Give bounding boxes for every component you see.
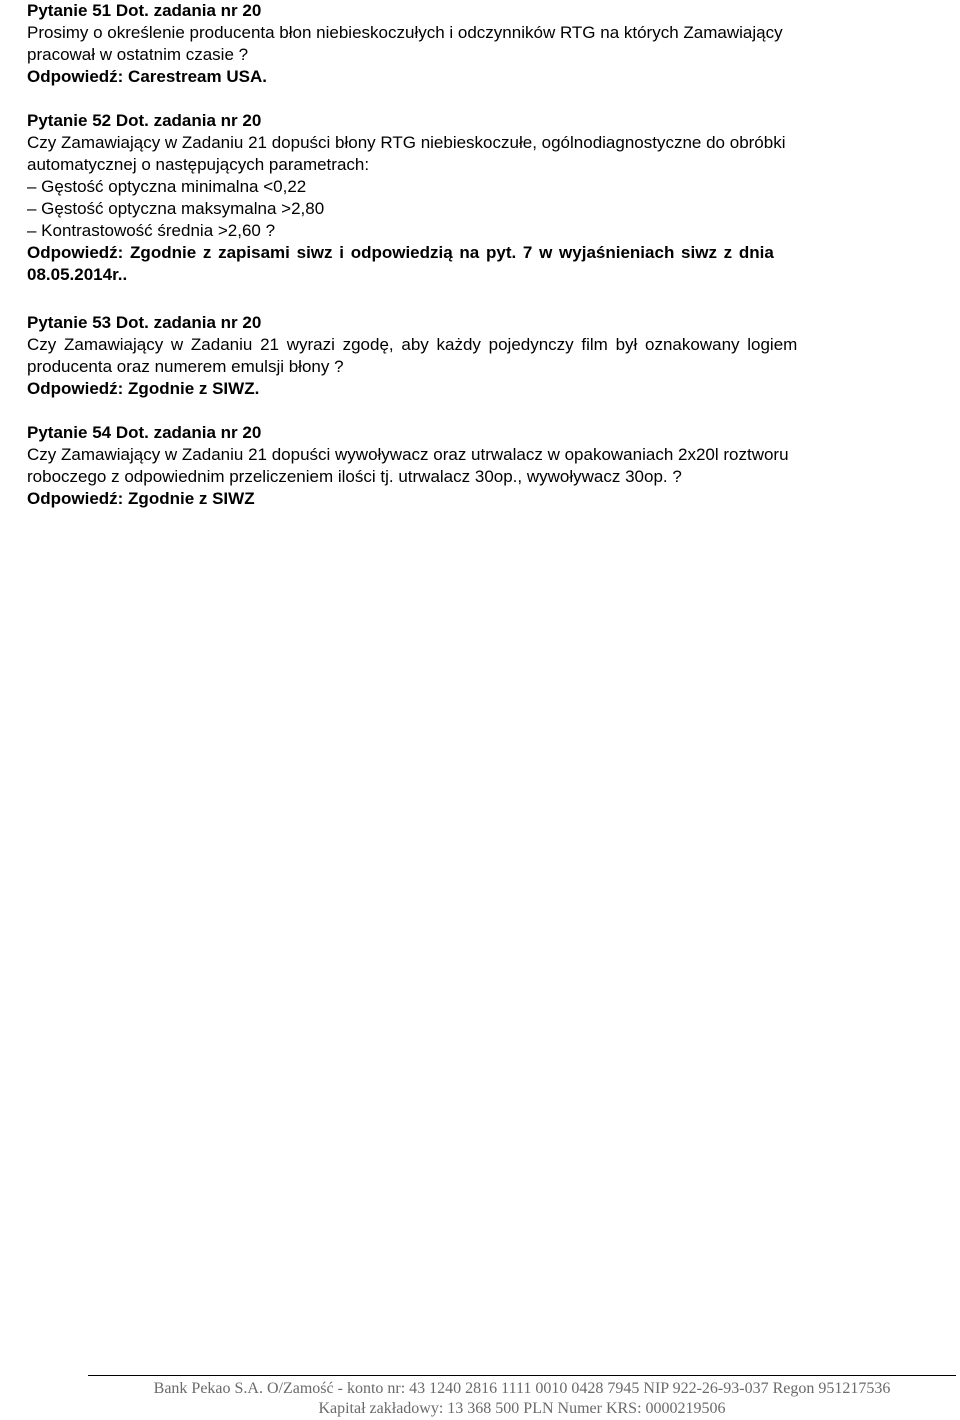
footer-divider (88, 1375, 956, 1376)
question-54-body-line-2: roboczego z odpowiednim przeliczeniem ilości tj. utrwalacz 30op., wywoływacz 30op. ? (27, 467, 682, 486)
question-53-body-line-2: producenta oraz numerem emulsji błony ? (27, 357, 344, 376)
question-53-answer: Odpowiedź: Zgodnie z SIWZ. (27, 379, 260, 398)
question-54-body-line-1: Czy Zamawiający w Zadaniu 21 dopuści wywoływacz oraz utrwalacz w opakowaniach 2x20l roztworu (27, 445, 789, 464)
question-52-body-line-1: Czy Zamawiający w Zadaniu 21 dopuści błony RTG niebieskoczułe, ogólnodiagnostyczne do obróbki (27, 133, 786, 152)
question-52-heading: Pytanie 52 Dot. zadania nr 20 (27, 111, 262, 130)
question-51-heading: Pytanie 51 Dot. zadania nr 20 (27, 1, 262, 20)
question-52-answer-line-1: Odpowiedź: Zgodnie z zapisami siwz i odpowiedzią na pyt. 7 w wyjaśnieniach siwz z dnia (27, 243, 774, 262)
question-52 (27, 110, 915, 286)
question-51-answer: Odpowiedź: Carestream USA. (27, 67, 267, 86)
question-53-heading: Pytanie 53 Dot. zadania nr 20 (27, 313, 262, 332)
question-51-body-line-1: Prosimy o określenie producenta błon niebieskoczułych i odczynników RTG na których Zamawiający (27, 23, 783, 42)
question-52-answer-line-2: 08.05.2014r.. (27, 265, 128, 284)
question-52-body-line-2: automatycznej o następujących parametrach: (27, 155, 370, 174)
question-51-body-line-2: pracował w ostatnim czasie ? (27, 45, 249, 64)
question-54-answer: Odpowiedź: Zgodnie z SIWZ (27, 489, 255, 508)
question-52-param-1: – Gęstość optyczna minimalna <0,22 (27, 177, 307, 196)
question-51 (27, 0, 915, 88)
question-54 (27, 422, 915, 510)
question-52-param-3: – Kontrastowość średnia >2,60 ? (27, 221, 276, 240)
question-52-param-2: – Gęstość optyczna maksymalna >2,80 (27, 199, 325, 218)
footer-bank-info: Bank Pekao S.A. O/Zamość - konto nr: 43 1240 2816 1111 0010 0428 7945 NIP 922-26-93-037 Regon 951217536 (153, 1380, 891, 1397)
question-53 (27, 312, 915, 400)
question-53-body-line-1: Czy Zamawiający w Zadaniu 21 wyrazi zgodę, aby każdy pojedynczy film był oznakowany logiem (27, 335, 798, 354)
question-54-heading: Pytanie 54 Dot. zadania nr 20 (27, 423, 262, 442)
footer-capital-info: Kapitał zakładowy: 13 368 500 PLN Numer KRS: 0000219506 (318, 1400, 726, 1417)
